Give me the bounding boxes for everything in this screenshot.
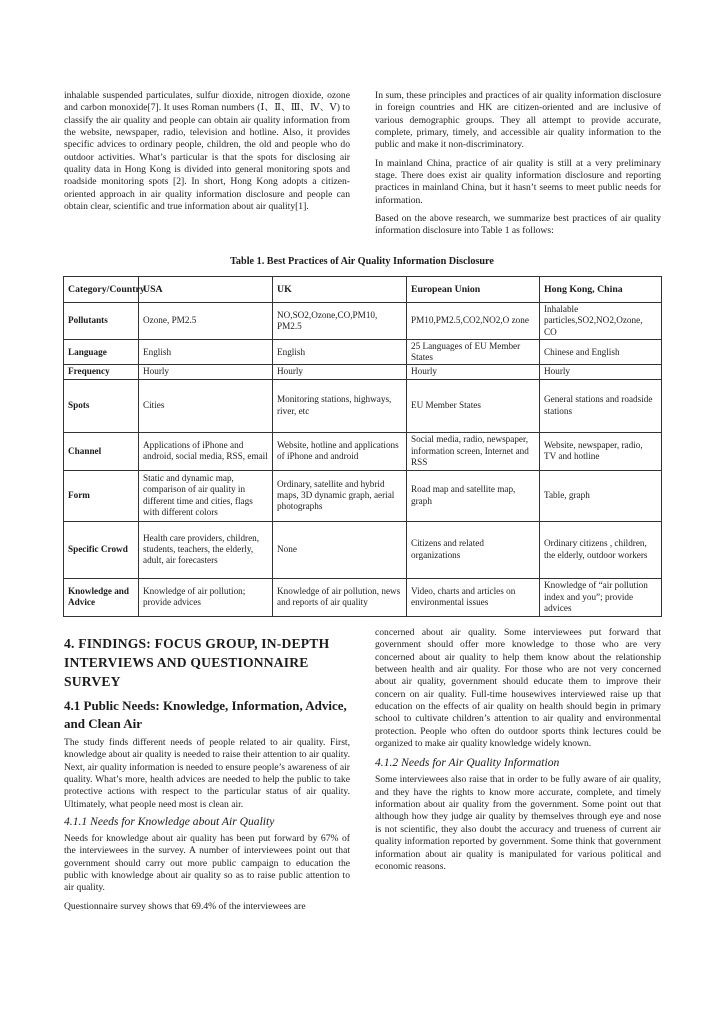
paragraph-knowledge-needs: Needs for knowledge about air quality has been put forward by 67% of the interviewees in the survey. A number of interviewees point out that government should carry out more public campaign to education the public with knowledge about air quality so as to raise public attention to air quality. <box>64 833 350 894</box>
cell-hk: General stations and roadside stations <box>540 379 662 432</box>
subsubsection-heading-knowledge: 4.1.1 Needs for Knowledge about Air Quality <box>64 815 275 829</box>
header-hk: Hong Kong, China <box>540 277 662 303</box>
cell-uk: NO,SO2,Ozone,CO,PM10, PM2.5 <box>273 303 407 340</box>
paragraph-public-needs: The study finds different needs of people related to air quality. First, knowledge about air quality is needed to raise their attention to air quality. Next, air quality information is needed to ensure people’s awareness of air quality. What’s more, health advices are needed to help the public to take protective actions with respect to the particular status of air quality. Ultimately, what people need most is clean air. <box>64 737 350 810</box>
cell-eu: PM10,PM2.5,CO2,NO2,O zone <box>407 303 540 340</box>
row-label: Form <box>64 470 139 521</box>
cell-eu: Hourly <box>407 365 540 379</box>
row-label: Channel <box>64 432 139 470</box>
cell-eu: Social media, radio, newspaper, information screen, Internet and RSS <box>407 432 540 470</box>
cell-usa: Ozone, PM2.5 <box>139 303 273 340</box>
cell-uk: Monitoring stations, highways, river, etc <box>273 379 407 432</box>
cell-usa: Health care providers, children, students, teachers, the elderly, adult, air forecasters <box>139 521 273 578</box>
table-caption: Table 1. Best Practices of Air Quality Information Disclosure <box>230 256 494 267</box>
section-heading: 4. FINDINGS: FOCUS GROUP, IN-DEPTH INTERVIEWS AND QUESTIONNAIRE SURVEY <box>64 636 330 689</box>
row-label: Spots <box>64 379 139 432</box>
bottom-left-column <box>64 634 350 919</box>
table-row <box>64 470 662 521</box>
row-label: Language <box>64 340 139 365</box>
paragraph-hk-disclosure: inhalable suspended particulates, sulfur dioxide, nitrogen dioxide, ozone and carbon monoxide[7]. It uses Roman numbers (Ⅰ、Ⅱ、Ⅲ、Ⅳ、Ⅴ) to classify the air quality and people can obtain air quality information from the website, newspaper, radio, television and hotline. Also, it provides specific advices to ordinary people, children, the old and people who do outdoor activities. What’s particular is that the spots for disclosing air quality data in Hong Kong is divided into general monitoring spots and roadside monitoring spots [2]. In short, Hong Kong adopts a citizen-oriented approach in air quality information disclosure and people can obtain clear, scientific and true information about air quality[1]. <box>64 90 350 213</box>
cell-hk: Inhalable particles,SO2,NO2,Ozone, CO <box>540 303 662 340</box>
table-row <box>64 340 662 365</box>
table-row <box>64 432 662 470</box>
table-row <box>64 578 662 616</box>
cell-hk: Table, graph <box>540 470 662 521</box>
cell-usa: Cities <box>139 379 273 432</box>
cell-hk: Ordinary citizens , children, the elderly, outdoor workers <box>540 521 662 578</box>
cell-eu: Citizens and related organizations <box>407 521 540 578</box>
cell-eu: Road map and satellite map, graph <box>407 470 540 521</box>
cell-uk: Ordinary, satellite and hybrid maps, 3D dynamic graph, aerial photographs <box>273 470 407 521</box>
cell-uk: Hourly <box>273 365 407 379</box>
cell-hk: Website, newspaper, radio, TV and hotline <box>540 432 662 470</box>
header-category: Category/Country <box>64 277 139 303</box>
cell-eu: Video, charts and articles on environmental issues <box>407 578 540 616</box>
paragraph-summary: In sum, these principles and practices of air quality information disclosure in foreign countries and HK are citizen-oriented and are inclusive of various demographic groups. They all attempt to provide accurate, complete, primary, timely, and accessible air quality information to the public and make it non-discriminatory. <box>375 90 661 151</box>
cell-usa: English <box>139 340 273 365</box>
cell-usa: Applications of iPhone and android, social media, RSS, email <box>139 432 273 470</box>
row-label: Pollutants <box>64 303 139 340</box>
row-label: Specific Crowd <box>64 521 139 578</box>
table-row <box>64 303 662 340</box>
cell-uk: Knowledge of air pollution, news and reports of air quality <box>273 578 407 616</box>
table-row <box>64 379 662 432</box>
cell-uk: Website, hotline and applications of iPhone and android <box>273 432 407 470</box>
cell-hk: Hourly <box>540 365 662 379</box>
cell-usa: Hourly <box>139 365 273 379</box>
cell-hk: Knowledge of “air pollution index and you”; provide advices <box>540 578 662 616</box>
paragraph-table-intro: Based on the above research, we summarize best practices of air quality information disclosure into Table 1 as follows: <box>375 213 661 237</box>
cell-usa: Static and dynamic map, comparison of air quality in different time and cities, flags with different colors <box>139 470 273 521</box>
cell-eu: EU Member States <box>407 379 540 432</box>
paragraph-concerned: concerned about air quality. Some interviewees put forward that government should offer more knowledge to those who are very concerned about air quality to help them know about the relationship between health and air quality. For those who are not very concerned about air quality, government should educate them to improve their concern on air quality. Full-time housewives interviewed raise up that education on the effects of air quality on health should begin in primary school to cultivate children’s attention to air quality and environmental protection. People who often do outdoor sports think lectures could be organized to make air quality knowledge widely known. <box>375 627 661 750</box>
row-label: Knowledge and Advice <box>64 578 139 616</box>
subsection-heading: 4.1 Public Needs: Knowledge, Information, Advice, and Clean Air <box>64 698 347 731</box>
cell-usa: Knowledge of air pollution; provide advices <box>139 578 273 616</box>
header-eu: European Union <box>407 277 540 303</box>
paragraph-questionnaire: Questionnaire survey shows that 69.4% of the interviewees are <box>64 900 306 912</box>
table-row <box>64 521 662 578</box>
cell-hk: Chinese and English <box>540 340 662 365</box>
table-header-row <box>64 277 662 303</box>
paragraph-mainland-china: In mainland China, practice of air quality is still at a very preliminary stage. There does exist air quality information disclosure and reporting practices in mainland China, but it hasn’t seems to meet public needs for information. <box>375 157 661 206</box>
cell-eu: 25 Languages of EU Member States <box>407 340 540 365</box>
header-usa: USA <box>139 277 273 303</box>
top-left-column <box>64 90 350 219</box>
paragraph-information-needs: Some interviewees also raise that in order to be fully aware of air quality, and they have the rights to know more accurate, complete, and timely information about air quality from the government. Some point out that although how they judge air quality by themselves through eye and nose is not scientific, they also doubt the accuracy and trueness of current air quality information reported by government. Some think that government information about air quality is manipulated for various political and economic reasons. <box>375 774 661 872</box>
table-row <box>64 365 662 379</box>
cell-uk: None <box>273 521 407 578</box>
header-uk: UK <box>273 277 407 303</box>
bottom-right-column <box>375 627 661 879</box>
top-right-column <box>375 90 661 244</box>
subsubsection-heading-information: 4.1.2 Needs for Air Quality Information <box>375 756 560 770</box>
row-label: Frequency <box>64 365 139 379</box>
best-practices-table <box>63 276 662 617</box>
cell-uk: English <box>273 340 407 365</box>
